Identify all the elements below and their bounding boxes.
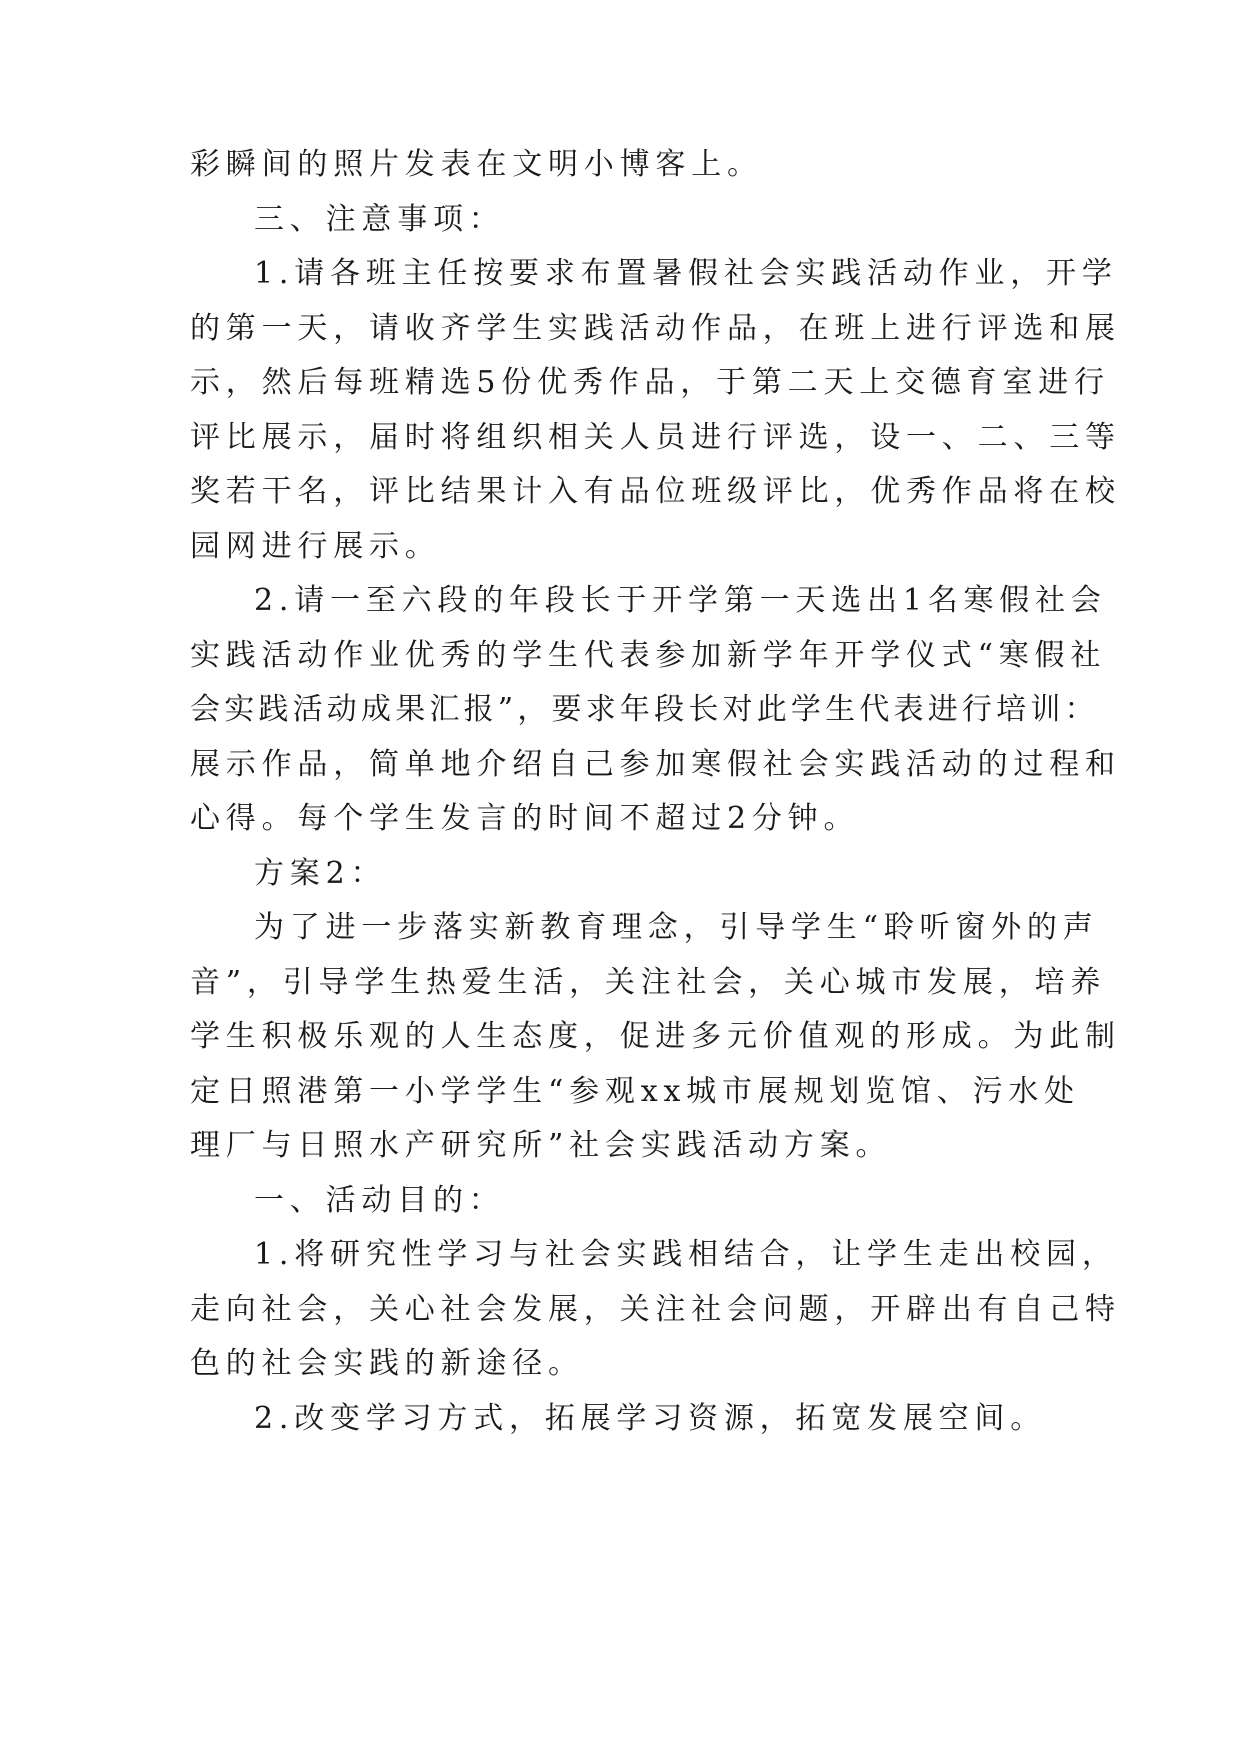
text-line-12: 展示作品，简单地介绍自己参加寒假社会实践活动的过程和 <box>190 747 1121 782</box>
text-line-7: 奖若干名，评比结果计入有品位班级评比，优秀作品将在校 <box>190 474 1121 509</box>
text-line-15: 为了进一步落实新教育理念，引导学生“聆听窗外的声 <box>254 910 1099 945</box>
text-line-5: 示，然后每班精选5份优秀作品，于第二天上交德育室进行 <box>190 365 1110 400</box>
plan-2-heading: 方案2： <box>254 856 387 891</box>
text-line-13: 心得。每个学生发言的时间不超过2分钟。 <box>190 801 860 836</box>
text-line-6: 评比展示，届时将组织相关人员进行评选，设一、二、三等 <box>190 420 1121 455</box>
text-line-16: 音”，引导学生热爱生活，关注社会，关心城市发展，培养 <box>190 965 1107 1000</box>
text-line-9: 2.请一至六段的年段长于开学第一天选出1名寒假社会 <box>254 583 1107 618</box>
text-line-8: 园网进行展示。 <box>190 529 441 564</box>
text-line-4: 的第一天，请收齐学生实践活动作品，在班上进行评选和展 <box>190 311 1121 346</box>
section-heading-precautions: 三、注意事项： <box>254 202 505 237</box>
text-line-19: 理厂与日照水产研究所”社会实践活动方案。 <box>190 1128 892 1163</box>
text-line-11: 会实践活动成果汇报”，要求年段长对此学生代表进行培训： <box>190 692 1099 727</box>
text-line-18: 定日照港第一小学学生“参观xx城市展规划览馆、污水处 <box>190 1074 1080 1109</box>
text-line-10: 实践活动作业优秀的学生代表参加新学年开学仪式“寒假社 <box>190 638 1107 673</box>
text-line-23: 色的社会实践的新途径。 <box>190 1346 584 1381</box>
text-line-22: 走向社会，关心社会发展，关注社会问题，开辟出有自己特 <box>190 1292 1121 1327</box>
section-heading-objectives: 一、活动目的： <box>254 1183 505 1218</box>
text-line-1: 彩瞬间的照片发表在文明小博客上。 <box>190 147 763 182</box>
text-line-21: 1.将研究性学习与社会实践相结合，让学生走出校园， <box>254 1237 1118 1272</box>
text-line-24: 2.改变学习方式，拓展学习资源，拓宽发展空间。 <box>254 1401 1047 1436</box>
text-line-17: 学生积极乐观的人生态度，促进多元价值观的形成。为此制 <box>190 1019 1121 1054</box>
text-line-3: 1.请各班主任按要求布置暑假社会实践活动作业，开学 <box>254 256 1118 291</box>
